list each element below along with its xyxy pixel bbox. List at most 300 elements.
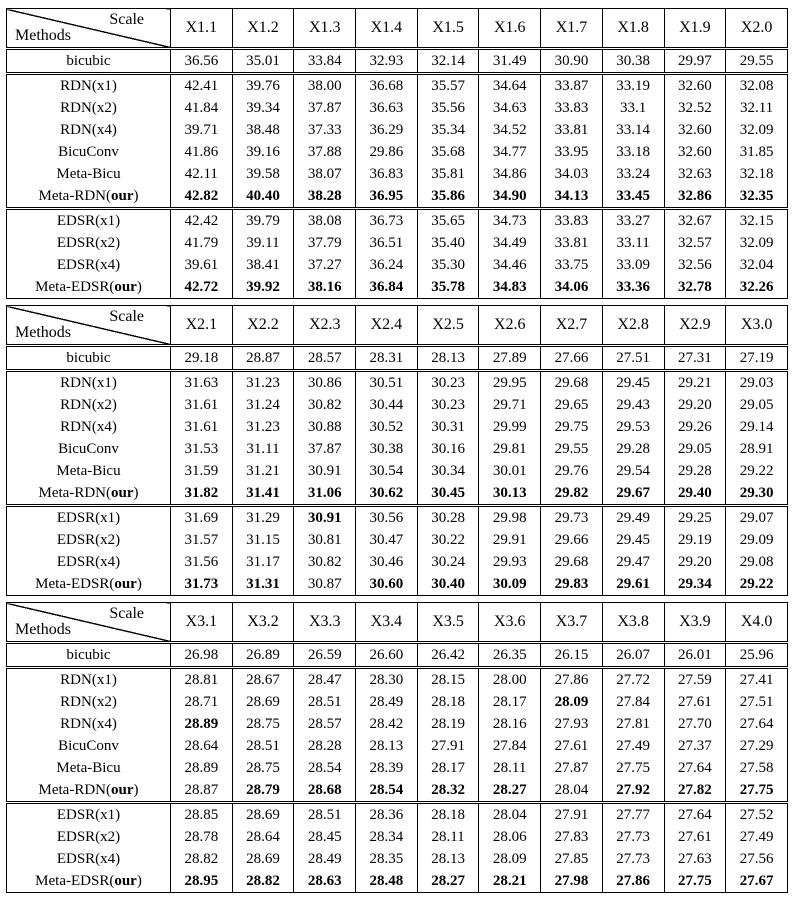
psnr-value-cell: 31.15 xyxy=(232,529,294,551)
psnr-value-cell: 28.54 xyxy=(356,779,418,803)
psnr-value-cell: 32.57 xyxy=(664,232,726,254)
psnr-value-cell: 29.71 xyxy=(479,394,541,416)
method-label: EDSR(x2) xyxy=(56,531,121,548)
psnr-value-cell: 39.92 xyxy=(232,276,294,299)
scale-header: X3.2 xyxy=(232,603,294,643)
psnr-value-cell: 29.95 xyxy=(479,371,541,395)
psnr-value-cell: 29.18 xyxy=(171,346,233,371)
psnr-value-cell: 36.56 xyxy=(171,49,233,74)
method-row xyxy=(7,803,788,827)
psnr-value-cell: 28.09 xyxy=(479,848,541,870)
psnr-value-cell: 27.81 xyxy=(602,713,664,735)
psnr-value-cell: 26.07 xyxy=(602,643,664,668)
method-label: RDN(x1) xyxy=(7,74,171,98)
psnr-value-cell: 30.56 xyxy=(356,506,418,530)
psnr-value-cell: 34.77 xyxy=(479,141,541,163)
method-label: Meta-Bicu xyxy=(56,165,121,182)
corner-methods-label: Methods xyxy=(15,621,71,638)
method-row xyxy=(7,757,788,779)
psnr-value-cell: 27.31 xyxy=(664,346,726,371)
psnr-value-cell: 32.35 xyxy=(726,185,788,209)
method-row xyxy=(7,141,788,163)
psnr-value-cell: 28.13 xyxy=(356,735,418,757)
psnr-value-cell: 30.87 xyxy=(294,573,356,596)
psnr-value-cell: 31.61 xyxy=(171,394,233,416)
psnr-value-cell: 27.51 xyxy=(726,691,788,713)
results-table-1 xyxy=(6,8,788,299)
psnr-value-cell: 31.82 xyxy=(171,482,233,506)
psnr-value-cell: 28.91 xyxy=(726,438,788,460)
psnr-value-cell: 28.45 xyxy=(294,826,356,848)
psnr-value-cell: 27.72 xyxy=(602,668,664,692)
psnr-value-cell: 29.68 xyxy=(541,551,603,573)
method-label: EDSR(x4) xyxy=(56,850,121,867)
psnr-value-cell: 30.51 xyxy=(356,371,418,395)
scale-header: X3.7 xyxy=(541,603,603,643)
psnr-value-cell: 28.42 xyxy=(356,713,418,735)
psnr-value-cell: 36.63 xyxy=(356,97,418,119)
psnr-value-cell: 28.36 xyxy=(356,803,418,827)
scale-header: X2.2 xyxy=(232,306,294,346)
method-row xyxy=(7,209,788,233)
psnr-value-cell: 34.03 xyxy=(541,163,603,185)
psnr-value-cell: 29.20 xyxy=(664,551,726,573)
psnr-value-cell: 36.95 xyxy=(356,185,418,209)
psnr-value-cell: 33.27 xyxy=(602,209,664,233)
psnr-value-cell: 34.52 xyxy=(479,119,541,141)
psnr-value-cell: 42.11 xyxy=(171,163,233,185)
psnr-value-cell: 28.13 xyxy=(417,848,479,870)
psnr-value-cell: 30.82 xyxy=(294,394,356,416)
psnr-value-cell: 27.58 xyxy=(726,757,788,779)
method-row xyxy=(7,438,788,460)
psnr-value-cell: 26.35 xyxy=(479,643,541,668)
psnr-value-cell: 29.26 xyxy=(664,416,726,438)
psnr-value-cell: 32.93 xyxy=(356,49,418,74)
psnr-value-cell: 27.61 xyxy=(664,826,726,848)
psnr-value-cell: 38.16 xyxy=(294,276,356,299)
method-row xyxy=(7,643,788,668)
psnr-value-cell: 27.19 xyxy=(726,346,788,371)
psnr-value-cell: 27.61 xyxy=(664,691,726,713)
psnr-value-cell: 26.01 xyxy=(664,643,726,668)
psnr-value-cell: 34.13 xyxy=(541,185,603,209)
corner-scale-label: Scale xyxy=(109,605,144,622)
psnr-value-cell: 26.89 xyxy=(232,643,294,668)
psnr-value-cell: 37.88 xyxy=(294,141,356,163)
scale-header: X2.0 xyxy=(726,9,788,49)
psnr-value-cell: 29.28 xyxy=(602,438,664,460)
psnr-value-cell: 25.96 xyxy=(726,643,788,668)
psnr-value-cell: 29.40 xyxy=(664,482,726,506)
psnr-value-cell: 27.49 xyxy=(726,826,788,848)
psnr-value-cell: 27.75 xyxy=(602,757,664,779)
psnr-value-cell: 27.59 xyxy=(664,668,726,692)
psnr-value-cell: 33.95 xyxy=(541,141,603,163)
psnr-value-cell: 33.83 xyxy=(541,209,603,233)
psnr-value-cell: 29.49 xyxy=(602,506,664,530)
psnr-value-cell: 29.22 xyxy=(726,460,788,482)
method-row xyxy=(7,97,788,119)
psnr-value-cell: 36.24 xyxy=(356,254,418,276)
psnr-value-cell: 35.34 xyxy=(417,119,479,141)
psnr-value-cell: 35.56 xyxy=(417,97,479,119)
method-row xyxy=(7,668,788,692)
method-row xyxy=(7,735,788,757)
psnr-value-cell: 36.84 xyxy=(356,276,418,299)
scale-header: X4.0 xyxy=(726,603,788,643)
psnr-value-cell: 31.56 xyxy=(171,551,233,573)
psnr-value-cell: 30.91 xyxy=(294,460,356,482)
psnr-value-cell: 34.90 xyxy=(479,185,541,209)
psnr-value-cell: 28.57 xyxy=(294,713,356,735)
psnr-value-cell: 32.67 xyxy=(664,209,726,233)
psnr-value-cell: 34.63 xyxy=(479,97,541,119)
psnr-value-cell: 28.49 xyxy=(294,848,356,870)
scale-methods-corner-cell xyxy=(7,9,171,49)
psnr-value-cell: 30.46 xyxy=(356,551,418,573)
psnr-value-cell: 30.23 xyxy=(417,394,479,416)
psnr-value-cell: 28.18 xyxy=(417,803,479,827)
scale-header: X2.4 xyxy=(356,306,418,346)
psnr-value-cell: 28.57 xyxy=(294,346,356,371)
psnr-value-cell: 28.09 xyxy=(541,691,603,713)
psnr-value-cell: 28.11 xyxy=(479,757,541,779)
psnr-value-cell: 28.69 xyxy=(232,803,294,827)
method-row xyxy=(7,848,788,870)
psnr-value-cell: 33.11 xyxy=(602,232,664,254)
method-label: EDSR(x4) xyxy=(56,256,121,273)
method-label: bicubic xyxy=(66,646,111,663)
psnr-value-cell: 37.79 xyxy=(294,232,356,254)
psnr-value-cell: 27.41 xyxy=(726,668,788,692)
psnr-value-cell: 31.53 xyxy=(171,438,233,460)
psnr-value-cell: 27.92 xyxy=(602,779,664,803)
psnr-value-cell: 35.65 xyxy=(417,209,479,233)
psnr-value-cell: 27.91 xyxy=(417,735,479,757)
psnr-value-cell: 39.61 xyxy=(171,254,233,276)
psnr-value-cell: 32.60 xyxy=(664,141,726,163)
psnr-value-cell: 28.18 xyxy=(417,691,479,713)
psnr-value-cell: 27.37 xyxy=(664,735,726,757)
psnr-value-cell: 28.21 xyxy=(479,870,541,893)
method-row xyxy=(7,276,788,299)
psnr-value-cell: 29.05 xyxy=(664,438,726,460)
psnr-value-cell: 27.82 xyxy=(664,779,726,803)
psnr-value-cell: 32.15 xyxy=(726,209,788,233)
scale-header: X2.6 xyxy=(479,306,541,346)
psnr-value-cell: 32.52 xyxy=(664,97,726,119)
psnr-value-cell: 30.24 xyxy=(417,551,479,573)
psnr-value-cell: 27.73 xyxy=(602,848,664,870)
method-row xyxy=(7,713,788,735)
psnr-value-cell: 30.34 xyxy=(417,460,479,482)
method-row xyxy=(7,232,788,254)
psnr-value-cell: 28.51 xyxy=(232,735,294,757)
method-label: EDSR(x1) xyxy=(7,506,171,530)
psnr-value-cell: 42.72 xyxy=(171,276,233,299)
psnr-value-cell: 28.31 xyxy=(356,346,418,371)
psnr-value-cell: 28.87 xyxy=(171,779,233,803)
psnr-value-cell: 27.83 xyxy=(541,826,603,848)
psnr-value-cell: 37.87 xyxy=(294,438,356,460)
psnr-value-cell: 29.53 xyxy=(602,416,664,438)
method-label: Meta-EDSR(our) xyxy=(35,872,142,889)
method-row xyxy=(7,119,788,141)
psnr-value-cell: 31.49 xyxy=(479,49,541,74)
psnr-value-cell: 33.81 xyxy=(541,119,603,141)
psnr-value-cell: 29.28 xyxy=(664,460,726,482)
psnr-value-cell: 34.06 xyxy=(541,276,603,299)
psnr-value-cell: 27.63 xyxy=(664,848,726,870)
psnr-value-cell: 28.87 xyxy=(232,346,294,371)
psnr-value-cell: 39.76 xyxy=(232,74,294,98)
psnr-value-cell: 29.30 xyxy=(726,482,788,506)
psnr-value-cell: 28.11 xyxy=(417,826,479,848)
psnr-value-cell: 29.45 xyxy=(602,371,664,395)
psnr-value-cell: 27.98 xyxy=(541,870,603,893)
psnr-value-cell: 29.86 xyxy=(356,141,418,163)
psnr-value-cell: 39.58 xyxy=(232,163,294,185)
scale-header: X1.8 xyxy=(602,9,664,49)
psnr-value-cell: 30.47 xyxy=(356,529,418,551)
header-row xyxy=(7,9,788,49)
psnr-value-cell: 34.46 xyxy=(479,254,541,276)
psnr-value-cell: 31.69 xyxy=(171,506,233,530)
scale-header: X3.8 xyxy=(602,603,664,643)
method-label: BicuConv xyxy=(58,143,119,160)
psnr-value-cell: 34.86 xyxy=(479,163,541,185)
psnr-value-cell: 38.28 xyxy=(294,185,356,209)
psnr-value-cell: 29.22 xyxy=(726,573,788,596)
psnr-value-cell: 28.49 xyxy=(356,691,418,713)
psnr-value-cell: 37.87 xyxy=(294,97,356,119)
psnr-value-cell: 39.11 xyxy=(232,232,294,254)
psnr-value-cell: 30.60 xyxy=(356,573,418,596)
psnr-value-cell: 31.29 xyxy=(232,506,294,530)
psnr-value-cell: 40.40 xyxy=(232,185,294,209)
psnr-value-cell: 29.99 xyxy=(479,416,541,438)
psnr-value-cell: 29.82 xyxy=(541,482,603,506)
psnr-value-cell: 26.98 xyxy=(171,643,233,668)
psnr-value-cell: 35.68 xyxy=(417,141,479,163)
psnr-value-cell: 29.45 xyxy=(602,529,664,551)
psnr-value-cell: 26.60 xyxy=(356,643,418,668)
psnr-value-cell: 28.64 xyxy=(171,735,233,757)
psnr-value-cell: 28.30 xyxy=(356,668,418,692)
psnr-value-cell: 27.91 xyxy=(541,803,603,827)
method-row xyxy=(7,394,788,416)
method-row xyxy=(7,826,788,848)
psnr-value-cell: 31.61 xyxy=(171,416,233,438)
psnr-value-cell: 32.18 xyxy=(726,163,788,185)
header-row xyxy=(7,603,788,643)
psnr-value-cell: 27.84 xyxy=(479,735,541,757)
method-row xyxy=(7,416,788,438)
method-label: Meta-RDN(our) xyxy=(38,187,139,204)
psnr-value-cell: 36.29 xyxy=(356,119,418,141)
psnr-value-cell: 34.83 xyxy=(479,276,541,299)
psnr-value-cell: 28.16 xyxy=(479,713,541,735)
psnr-value-cell: 34.73 xyxy=(479,209,541,233)
psnr-value-cell: 30.86 xyxy=(294,371,356,395)
psnr-value-cell: 28.35 xyxy=(356,848,418,870)
method-row xyxy=(7,163,788,185)
psnr-value-cell: 38.08 xyxy=(294,209,356,233)
psnr-value-cell: 35.40 xyxy=(417,232,479,254)
psnr-value-cell: 28.69 xyxy=(232,848,294,870)
psnr-value-cell: 27.89 xyxy=(479,346,541,371)
psnr-value-cell: 30.62 xyxy=(356,482,418,506)
method-label: RDN(x4) xyxy=(60,121,117,138)
psnr-value-cell: 29.76 xyxy=(541,460,603,482)
scale-header: X2.7 xyxy=(541,306,603,346)
psnr-value-cell: 28.04 xyxy=(479,803,541,827)
psnr-value-cell: 30.22 xyxy=(417,529,479,551)
psnr-value-cell: 29.08 xyxy=(726,551,788,573)
psnr-value-cell: 31.73 xyxy=(171,573,233,596)
psnr-value-cell: 35.57 xyxy=(417,74,479,98)
psnr-value-cell: 28.27 xyxy=(479,779,541,803)
psnr-value-cell: 27.64 xyxy=(664,757,726,779)
psnr-value-cell: 30.81 xyxy=(294,529,356,551)
psnr-value-cell: 26.42 xyxy=(417,643,479,668)
psnr-value-cell: 38.00 xyxy=(294,74,356,98)
psnr-value-cell: 29.61 xyxy=(602,573,664,596)
psnr-value-cell: 30.82 xyxy=(294,551,356,573)
psnr-value-cell: 29.68 xyxy=(541,371,603,395)
psnr-value-cell: 32.09 xyxy=(726,232,788,254)
psnr-value-cell: 32.08 xyxy=(726,74,788,98)
psnr-value-cell: 28.75 xyxy=(232,713,294,735)
psnr-value-cell: 27.51 xyxy=(602,346,664,371)
psnr-value-cell: 28.75 xyxy=(232,757,294,779)
psnr-value-cell: 28.78 xyxy=(171,826,233,848)
psnr-value-cell: 27.93 xyxy=(541,713,603,735)
psnr-value-cell: 33.84 xyxy=(294,49,356,74)
corner-scale-label: Scale xyxy=(109,308,144,325)
method-label: Meta-Bicu xyxy=(56,759,121,776)
method-row xyxy=(7,573,788,596)
psnr-value-cell: 27.85 xyxy=(541,848,603,870)
method-row xyxy=(7,460,788,482)
psnr-value-cell: 29.21 xyxy=(664,371,726,395)
method-label: EDSR(x1) xyxy=(7,803,171,827)
method-row xyxy=(7,529,788,551)
psnr-value-cell: 31.11 xyxy=(232,438,294,460)
psnr-value-cell: 27.49 xyxy=(602,735,664,757)
psnr-value-cell: 29.20 xyxy=(664,394,726,416)
psnr-value-cell: 30.16 xyxy=(417,438,479,460)
psnr-value-cell: 34.64 xyxy=(479,74,541,98)
psnr-value-cell: 29.34 xyxy=(664,573,726,596)
method-label: Meta-RDN(our) xyxy=(38,484,139,501)
psnr-value-cell: 29.81 xyxy=(479,438,541,460)
psnr-value-cell: 32.09 xyxy=(726,119,788,141)
psnr-value-cell: 29.43 xyxy=(602,394,664,416)
psnr-value-cell: 38.48 xyxy=(232,119,294,141)
psnr-value-cell: 27.86 xyxy=(541,668,603,692)
psnr-value-cell: 27.86 xyxy=(602,870,664,893)
psnr-value-cell: 31.85 xyxy=(726,141,788,163)
method-label: RDN(x2) xyxy=(60,396,117,413)
psnr-value-cell: 42.41 xyxy=(171,74,233,98)
psnr-value-cell: 27.77 xyxy=(602,803,664,827)
psnr-value-cell: 26.15 xyxy=(541,643,603,668)
method-label: BicuConv xyxy=(58,440,119,457)
psnr-value-cell: 30.23 xyxy=(417,371,479,395)
scale-header: X2.9 xyxy=(664,306,726,346)
psnr-value-cell: 28.27 xyxy=(417,870,479,893)
psnr-value-cell: 29.66 xyxy=(541,529,603,551)
psnr-value-cell: 36.68 xyxy=(356,74,418,98)
psnr-value-cell: 36.83 xyxy=(356,163,418,185)
scale-header: X2.8 xyxy=(602,306,664,346)
psnr-value-cell: 27.73 xyxy=(602,826,664,848)
psnr-value-cell: 35.30 xyxy=(417,254,479,276)
method-label: RDN(x4) xyxy=(60,715,117,732)
method-label: EDSR(x4) xyxy=(56,553,121,570)
psnr-value-cell: 28.68 xyxy=(294,779,356,803)
header-row xyxy=(7,306,788,346)
scale-header: X2.5 xyxy=(417,306,479,346)
psnr-value-cell: 38.07 xyxy=(294,163,356,185)
scale-header: X1.2 xyxy=(232,9,294,49)
psnr-value-cell: 32.14 xyxy=(417,49,479,74)
psnr-value-cell: 27.75 xyxy=(664,870,726,893)
psnr-value-cell: 29.55 xyxy=(541,438,603,460)
psnr-value-cell: 28.15 xyxy=(417,668,479,692)
scale-header: X3.4 xyxy=(356,603,418,643)
psnr-value-cell: 35.86 xyxy=(417,185,479,209)
psnr-value-cell: 28.85 xyxy=(171,803,233,827)
psnr-value-cell: 27.52 xyxy=(726,803,788,827)
scale-header: X1.5 xyxy=(417,9,479,49)
psnr-value-cell: 28.19 xyxy=(417,713,479,735)
psnr-value-cell: 30.31 xyxy=(417,416,479,438)
psnr-value-cell: 30.52 xyxy=(356,416,418,438)
method-label: Meta-EDSR(our) xyxy=(35,575,142,592)
psnr-value-cell: 30.44 xyxy=(356,394,418,416)
psnr-value-cell: 33.24 xyxy=(602,163,664,185)
psnr-value-cell: 30.90 xyxy=(541,49,603,74)
method-label: EDSR(x2) xyxy=(56,234,121,251)
psnr-value-cell: 31.23 xyxy=(232,371,294,395)
psnr-value-cell: 33.81 xyxy=(541,232,603,254)
psnr-value-cell: 29.07 xyxy=(726,506,788,530)
psnr-value-cell: 39.16 xyxy=(232,141,294,163)
method-label: Meta-EDSR(our) xyxy=(35,278,142,295)
psnr-value-cell: 29.47 xyxy=(602,551,664,573)
psnr-value-cell: 41.86 xyxy=(171,141,233,163)
psnr-value-cell: 29.14 xyxy=(726,416,788,438)
psnr-value-cell: 26.59 xyxy=(294,643,356,668)
psnr-value-cell: 41.84 xyxy=(171,97,233,119)
psnr-value-cell: 33.18 xyxy=(602,141,664,163)
psnr-value-cell: 32.86 xyxy=(664,185,726,209)
psnr-value-cell: 28.32 xyxy=(417,779,479,803)
psnr-value-cell: 30.13 xyxy=(479,482,541,506)
psnr-value-cell: 33.83 xyxy=(541,97,603,119)
method-label: RDN(x1) xyxy=(7,371,171,395)
psnr-value-cell: 33.36 xyxy=(602,276,664,299)
psnr-value-cell: 30.01 xyxy=(479,460,541,482)
scale-header: X3.1 xyxy=(171,603,233,643)
psnr-value-cell: 28.69 xyxy=(232,691,294,713)
psnr-value-cell: 27.29 xyxy=(726,735,788,757)
psnr-value-cell: 31.63 xyxy=(171,371,233,395)
method-row xyxy=(7,870,788,893)
